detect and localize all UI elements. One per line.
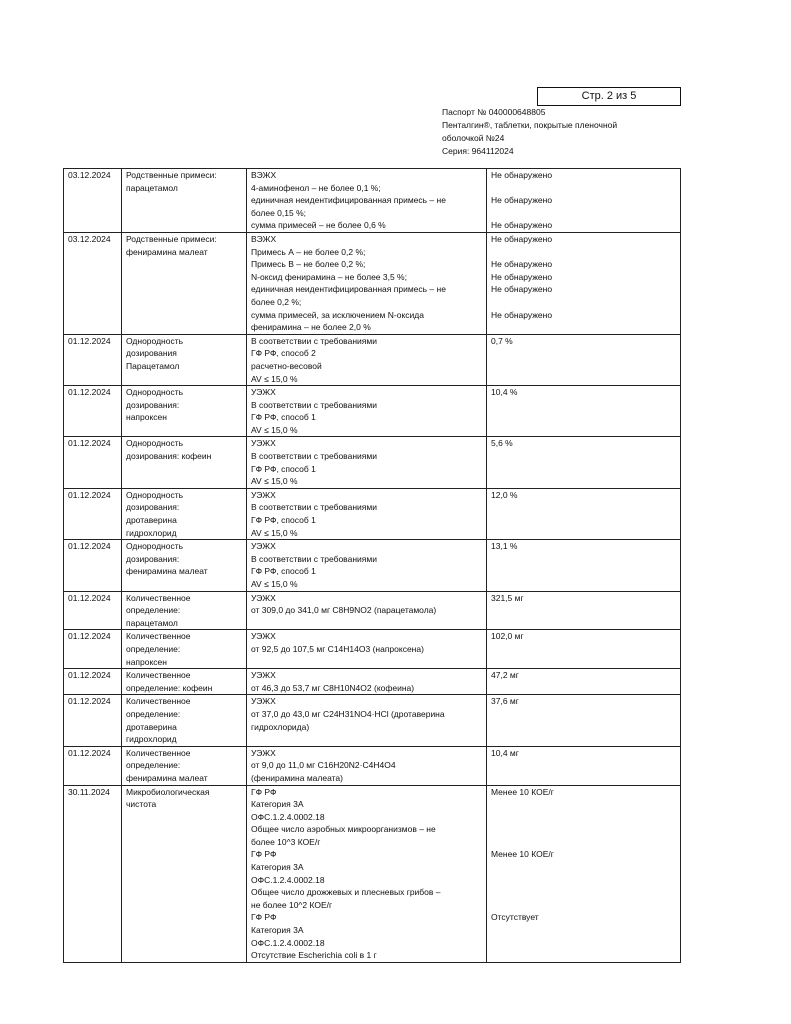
test-method-norm-line: ГФ РФ [251,912,277,923]
test-date [64,630,122,669]
test-result [487,746,681,785]
test-result-line [491,296,676,309]
test-name-line: Однородность [126,489,184,500]
table-row [64,437,681,488]
test-result-line: Отсутствует [491,912,539,923]
test-date [64,488,122,539]
test-name-line: дозирования: [126,399,180,410]
test-date-text: 01.12.2024 [68,592,111,603]
test-result-line: 0,7 % [491,335,513,346]
test-method-norm [247,488,487,539]
test-date [64,785,122,962]
test-method-norm-line: сумма примесей, за исключением N-оксида [251,309,424,320]
test-result-line: Не обнаружено [491,220,553,231]
test-result-line [491,899,676,912]
test-date-text: 01.12.2024 [68,696,111,707]
test-name-line: чистота [126,799,157,810]
table-row [64,630,681,669]
test-method-norm-line: ГФ РФ, способ 1 [251,515,316,526]
test-date [64,386,122,437]
test-result-line: Не обнаружено [491,170,553,180]
test-method-norm-line: единичная неидентифицированная примесь – не [251,195,446,206]
test-method-norm-line: расчетно-весовой [251,360,322,371]
test-method-norm-line: УЭЖХ [251,747,276,758]
test-result-line: Не обнаружено [491,233,553,244]
test-name [122,695,247,746]
test-result-line [491,949,676,962]
table-row [64,785,681,962]
test-method-norm-line: ВЭЖХ [251,170,277,180]
test-method-norm-line: УЭЖХ [251,592,276,603]
test-date [64,437,122,488]
test-method-norm [247,746,487,785]
test-result [487,169,681,233]
test-result-line: Не обнаружено [491,195,553,206]
test-result [487,386,681,437]
test-method-norm-line: Общее число дрожжевых и плесневых грибов – [251,887,441,898]
test-method-norm [247,169,487,233]
test-result [487,334,681,385]
test-result [487,540,681,591]
test-name-line: Микробиологическая [126,786,210,797]
test-date [64,232,122,334]
test-name [122,746,247,785]
test-name [122,591,247,630]
test-name-line: определение: [126,760,181,771]
test-method-norm-line: N-оксид фенирамина – не более 3,5 %; [251,271,407,282]
test-result-line [491,937,676,950]
test-method-norm-line: УЭЖХ [251,438,276,449]
test-method-norm-line: от 9,0 до 11,0 мг C16H20N2·C4H4O4 [251,760,396,771]
product-name-line1: Пенталгин®, таблетки, покрытые пленочной [442,120,618,130]
test-method-norm-line: ОФС.1.2.4.0002.18 [251,811,325,822]
test-result [487,232,681,334]
test-result-line: 37,6 мг [491,696,519,707]
test-name-line: фенирамина малеат [126,772,208,783]
test-date-text: 03.12.2024 [68,170,111,180]
test-result-line: Не обнаружено [491,284,553,295]
test-date [64,695,122,746]
test-method-norm-line: УЭЖХ [251,489,276,500]
table-row [64,488,681,539]
test-method-norm-line: В соответствии с требованиями [251,335,377,346]
test-date-text: 30.11.2024 [68,786,110,797]
test-name-line: Однородность [126,438,184,449]
series-number: Серия: 964112024 [442,146,514,156]
test-method-norm [247,785,487,962]
test-result-line: 321,5 мг [491,592,524,603]
test-date-text: 01.12.2024 [68,670,111,681]
test-name-line: парацетамол [126,617,178,628]
test-result-line: 13,1 % [491,541,518,552]
test-method-norm [247,669,487,695]
table-row [64,669,681,695]
test-name-line: дозирования [126,348,177,359]
test-name [122,488,247,539]
passport-number: Паспорт № 040000648805 [442,107,546,117]
test-date [64,746,122,785]
test-name [122,232,247,334]
test-method-norm-line: Категория 3А [251,862,304,873]
test-name-line: дозирования: [126,553,180,564]
test-date-text: 01.12.2024 [68,747,111,758]
test-result-line: Менее 10 КОЕ/г [491,849,554,860]
test-result-line [491,924,676,937]
test-method-norm [247,386,487,437]
test-name-line: Количественное [126,631,191,642]
test-method-norm-line: AV ≤ 15,0 % [251,527,298,538]
test-result-line: Менее 10 КОЕ/г [491,786,554,797]
test-name-line: определение: [126,643,181,654]
test-name-line: Однородность [126,387,184,398]
test-result [487,591,681,630]
test-result-line: Не обнаружено [491,271,553,282]
test-name-line: Количественное [126,670,191,681]
test-method-norm-line: AV ≤ 15,0 % [251,579,298,589]
test-name-line: фенирамина малеат [126,246,208,257]
test-method-norm-line: ОФС.1.2.4.0002.18 [251,937,325,948]
test-method-norm-line: фенирамина – не более 2,0 % [251,322,371,333]
test-method-norm-line: ОФС.1.2.4.0002.18 [251,874,325,885]
test-name [122,630,247,669]
test-date [64,669,122,695]
test-result-line [491,874,676,887]
test-date [64,540,122,591]
test-result-line: 102,0 мг [491,631,524,642]
test-date [64,334,122,385]
test-method-norm-line: В соответствии с требованиями [251,502,377,513]
test-result [487,695,681,746]
table-row [64,334,681,385]
test-date [64,169,122,233]
test-result-line [491,182,676,195]
test-name-line: дротаверина [126,721,177,732]
test-name [122,540,247,591]
test-name-line: напроксен [126,656,167,667]
test-date-text: 03.12.2024 [68,233,111,244]
test-method-norm-line: Примесь А – не более 0,2 %; [251,246,366,257]
test-name-line: определение: [126,708,181,719]
test-name [122,169,247,233]
test-method-norm-line: AV ≤ 15,0 % [251,476,298,487]
test-method-norm-line: AV ≤ 15,0 % [251,373,298,384]
test-name-line: дозирования: [126,502,180,513]
test-name-line: Количественное [126,747,191,758]
test-name-line: Количественное [126,696,191,707]
test-result [487,437,681,488]
test-method-norm-line: ГФ РФ [251,849,277,860]
test-result-line: Не обнаружено [491,309,553,320]
test-method-norm-line: ГФ РФ, способ 2 [251,348,316,359]
test-result [487,785,681,962]
test-method-norm-line: Примесь В – не более 0,2 %; [251,259,366,270]
test-name [122,386,247,437]
test-method-norm [247,630,487,669]
test-method-norm-line: более 0,2 %; [251,296,302,307]
test-method-norm-line: УЭЖХ [251,696,276,707]
table-row [64,386,681,437]
test-result-line: 47,2 мг [491,670,519,681]
table-row [64,169,681,233]
test-results-table [63,168,681,963]
test-method-norm [247,591,487,630]
test-result [487,630,681,669]
test-result-line: 10,4 % [491,387,518,398]
test-result-line [491,811,676,824]
test-result-line [491,861,676,874]
test-method-norm-line: ГФ РФ, способ 1 [251,566,316,577]
test-method-norm-line: единичная неидентифицированная примесь – не [251,284,446,295]
test-method-norm-line: сумма примесей – не более 0,6 % [251,220,386,231]
test-method-norm [247,540,487,591]
test-method-norm [247,695,487,746]
test-method-norm-line: более 0,15 %; [251,207,307,218]
test-method-norm-line: от 309,0 до 341,0 мг C8H9NO2 (парацетамола) [251,605,437,616]
test-result-line [491,823,676,836]
test-method-norm-line: ГФ РФ [251,786,277,797]
test-method-norm-line: В соответствии с требованиями [251,451,377,462]
test-method-norm-line: ВЭЖХ [251,233,277,244]
test-date-text: 01.12.2024 [68,631,111,642]
test-name-line: напроксен [126,412,167,423]
test-name [122,785,247,962]
page-number-box [537,87,681,106]
test-method-norm-line: УЭЖХ [251,631,276,642]
test-name [122,437,247,488]
test-result-line [491,798,676,811]
test-result-line: 12,0 % [491,489,518,500]
test-method-norm-line: УЭЖХ [251,387,276,398]
test-method-norm-line: (фенирамина малеата) [251,772,343,783]
document-header [442,106,617,158]
test-date-text: 01.12.2024 [68,438,111,449]
test-result-line [491,321,676,334]
test-name-line: дозирования: кофеин [126,451,212,462]
product-name-line2: оболочкой №24 [442,133,505,143]
test-name [122,334,247,385]
test-method-norm-line: ГФ РФ, способ 1 [251,463,316,474]
test-method-norm-line: В соответствии с требованиями [251,553,377,564]
test-method-norm-line: гидрохлорида) [251,721,310,732]
test-name-line: Количественное [126,592,191,603]
test-name-line: определение: кофеин [126,682,213,693]
test-method-norm-line: В соответствии с требованиями [251,399,377,410]
test-result-line: Не обнаружено [491,259,553,270]
test-name-line: Родственные примеси: [126,170,217,180]
test-method-norm-line: УЭЖХ [251,541,276,552]
test-date-text: 01.12.2024 [68,387,111,398]
test-method-norm-line: Отсутствие Escherichia coli в 1 г [251,950,377,961]
page-number: Стр. 2 из 5 [581,90,637,102]
test-result-line: 10,4 мг [491,747,519,758]
test-result-line [491,836,676,849]
test-method-norm [247,437,487,488]
test-name-line: Однородность [126,541,184,552]
test-method-norm-line: ГФ РФ, способ 1 [251,412,316,423]
test-result-line [491,246,676,259]
test-date [64,591,122,630]
test-method-norm-line: от 92,5 до 107,5 мг C14H14O3 (напроксена) [251,643,424,654]
test-date-text: 01.12.2024 [68,335,111,346]
test-date-text: 01.12.2024 [68,489,111,500]
test-method-norm-line: от 46,3 до 53,7 мг C8H10N4O2 (кофеина) [251,682,415,693]
test-name-line: определение: [126,605,181,616]
test-method-norm-line: 4-аминофенол – не более 0,1 %; [251,182,381,193]
test-name-line: Однородность [126,335,184,346]
table-row [64,232,681,334]
test-method-norm-line: Категория 3А [251,925,304,936]
test-name [122,669,247,695]
test-name-line: фенирамина малеат [126,566,208,577]
test-result-line: 5,6 % [491,438,513,449]
test-result [487,669,681,695]
test-name-line: Родственные примеси: [126,233,217,244]
table-row [64,540,681,591]
test-method-norm-line: AV ≤ 15,0 % [251,424,298,435]
test-date-text: 01.12.2024 [68,541,111,552]
test-result [487,488,681,539]
test-name-line: парацетамол [126,182,178,193]
test-result-line [491,207,676,220]
table-row [64,695,681,746]
test-name-line: Парацетамол [126,360,180,371]
test-result-line [491,886,676,899]
test-method-norm-line: не более 10^2 КОЕ/г [251,899,333,910]
test-name-line: гидрохлорид [126,734,177,745]
test-name-line: гидрохлорид [126,527,177,538]
table-row [64,746,681,785]
test-name-line: дротаверина [126,515,177,526]
test-method-norm [247,334,487,385]
test-method-norm [247,232,487,334]
test-method-norm-line: Категория 3А [251,799,304,810]
test-method-norm-line: от 37,0 до 43,0 мг C24H31NO4·HCl (дротаверина [251,708,445,719]
test-method-norm-line: Общее число аэробных микроорганизмов – не [251,824,436,835]
table-row [64,591,681,630]
test-method-norm-line: более 10^3 КОЕ/г [251,836,321,847]
test-method-norm-line: УЭЖХ [251,670,276,681]
